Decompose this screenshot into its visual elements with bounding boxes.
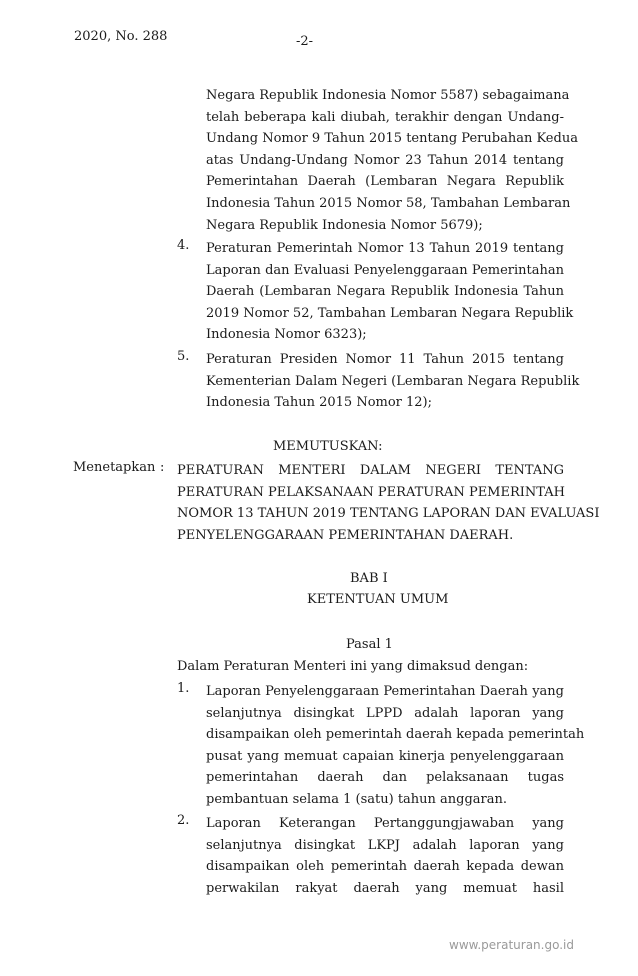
chapter-title: KETENTUAN UMUM: [307, 592, 449, 607]
text-line: 2019 Nomor 52, Tambahan Lembaran Negara Republik: [206, 305, 574, 321]
text-line: telah beberapa kali diubah, terakhir dengan Undang-: [206, 109, 564, 125]
text-line: disampaikan oleh pemerintah daerah kepada pemerintah: [206, 727, 585, 743]
item-3-continuation: [206, 85, 578, 236]
definition-1: [206, 681, 585, 811]
text-line: Peraturan Presiden Nomor 11 Tahun 2015 tentang: [206, 352, 564, 367]
text-line: perwakilan rakyat daerah yang memuat hasil: [206, 880, 564, 896]
text-line: Undang Nomor 9 Tahun 2015 tentang Perubahan Kedua: [206, 131, 578, 147]
text-line: pusat yang memuat capaian kinerja penyelenggaraan: [206, 748, 564, 764]
chapter-number: BAB I: [350, 571, 388, 586]
text-line: Kementerian Dalam Negeri (Lembaran Negara Republik: [206, 373, 580, 389]
decision-text: [177, 460, 600, 546]
list-number-5: 5.: [177, 349, 190, 364]
page-number: -2-: [296, 34, 314, 49]
text-line: PENYELENGGARAAN PEMERINTAHAN DAERAH.: [177, 527, 514, 543]
list-number-1: 1.: [177, 681, 190, 696]
text-line: Indonesia Nomor 6323);: [206, 327, 367, 343]
text-line: disampaikan oleh pemerintah daerah kepada dewan: [206, 859, 564, 875]
decision-colon: :: [160, 460, 165, 475]
decision-title: MEMUTUSKAN:: [273, 439, 383, 454]
text-line: Laporan dan Evaluasi Penyelenggaraan Pemerintahan: [206, 262, 564, 278]
text-line: Peraturan Pemerintah Nomor 13 Tahun 2019 tentang: [206, 241, 564, 256]
text-line: Negara Republik Indonesia Nomor 5587) sebagaimana: [206, 88, 570, 103]
text-line: Indonesia Tahun 2015 Nomor 58, Tambahan Lembaran: [206, 195, 571, 211]
text-line: PERATURAN MENTERI DALAM NEGERI TENTANG: [177, 463, 564, 478]
list-number-4: 4.: [177, 238, 190, 253]
definition-2: [206, 813, 564, 899]
text-line: Pemerintahan Daerah (Lembaran Negara Republik: [206, 174, 564, 190]
text-line: pembantuan selama 1 (satu) tahun anggaran.: [206, 791, 508, 807]
decision-label: Menetapkan: [73, 460, 156, 475]
text-line: NOMOR 13 TAHUN 2019 TENTANG LAPORAN DAN EVALUASI: [177, 506, 600, 522]
text-line: selanjutnya disingkat LPPD adalah laporan yang: [206, 705, 564, 721]
text-line: Daerah (Lembaran Negara Republik Indonesia Tahun: [206, 284, 564, 300]
article-intro: Dalam Peraturan Menteri ini yang dimaksud dengan:: [177, 659, 529, 674]
text-line: Laporan Keterangan Pertanggungjawaban yang: [206, 816, 564, 831]
text-line: Laporan Penyelenggaraan Pemerintahan Daerah yang: [206, 684, 564, 699]
article-title: Pasal 1: [346, 637, 393, 652]
list-item-5: [206, 349, 580, 414]
document-number: 2020, No. 288: [74, 29, 168, 44]
list-item-4: [206, 238, 574, 346]
text-line: PERATURAN PELAKSANAAN PERATURAN PEMERINTAH: [177, 484, 565, 500]
text-line: atas Undang-Undang Nomor 23 Tahun 2014 tentang: [206, 152, 564, 168]
text-line: pemerintahan daerah dan pelaksanaan tugas: [206, 770, 564, 786]
text-line: selanjutnya disingkat LKPJ adalah laporan yang: [206, 837, 564, 853]
text-line: Indonesia Tahun 2015 Nomor 12);: [206, 395, 433, 411]
footer-url[interactable]: www.peraturan.go.id: [449, 938, 574, 952]
text-line: Negara Republik Indonesia Nomor 5679);: [206, 217, 483, 233]
list-number-2: 2.: [177, 813, 190, 828]
